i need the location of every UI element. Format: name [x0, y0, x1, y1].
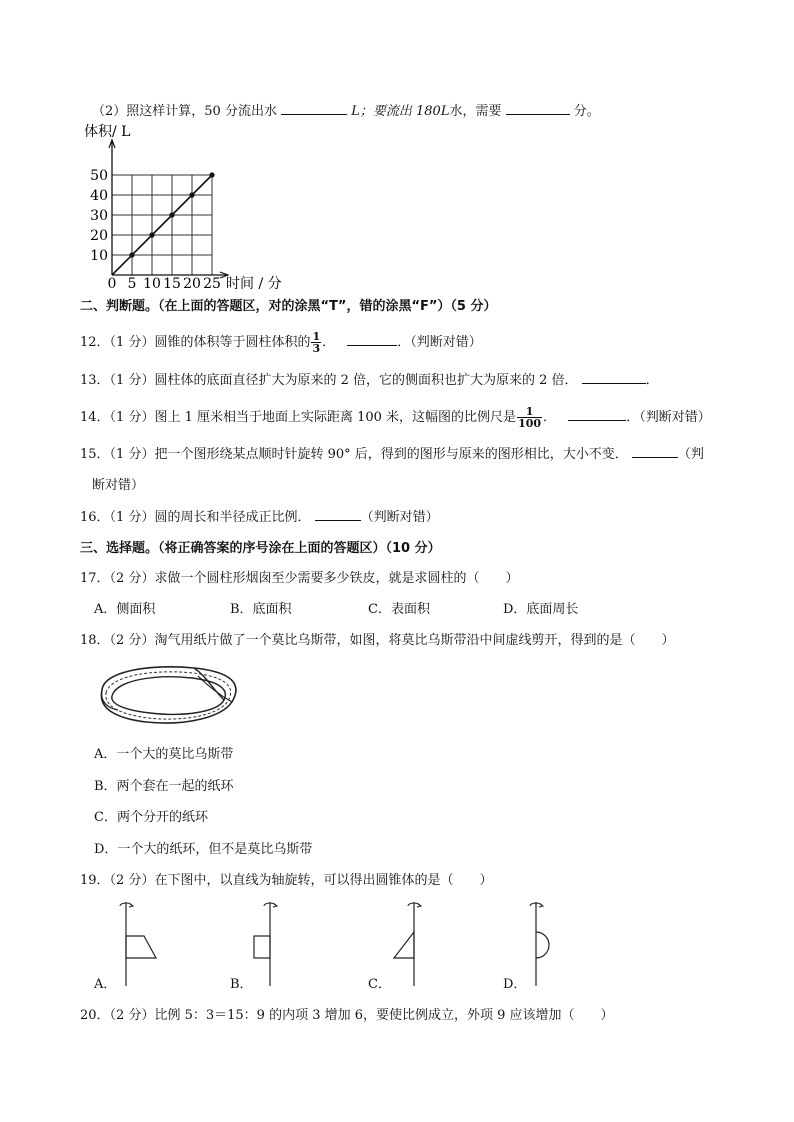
q19-figure-a: [112, 896, 162, 988]
answer-blank[interactable]: [347, 333, 397, 346]
q13-tail: ．: [645, 373, 659, 388]
answer-blank[interactable]: [568, 408, 626, 421]
data-point: [209, 172, 214, 177]
chart-xlabel: 时间 / 分: [226, 276, 282, 292]
y-tick-label: 20: [90, 228, 108, 244]
q13-text: 13．（1 分）圆柱体的底面直径扩大为原来的 2 倍，它的侧面积也扩大为原来的 2 倍．: [80, 373, 578, 388]
q14: [80, 405, 711, 431]
answer-blank[interactable]: [506, 102, 570, 115]
fraction-one-third: [311, 331, 321, 354]
y-tick-label: 40: [90, 188, 108, 204]
frac-num: 1: [517, 406, 542, 418]
chart-ylabel: 体积/ L: [84, 124, 131, 140]
q14-hint: ．（判断对错）: [626, 410, 711, 425]
q12-text: 12．（1 分）圆锥的体积等于圆柱体积的: [80, 335, 311, 350]
q19-figure-b: [246, 896, 296, 988]
q11-unit-a: L；要流出 180: [351, 104, 441, 119]
q19-option-b[interactable]: B．: [230, 977, 253, 992]
q11-part2: [92, 102, 600, 121]
section2-title: 二、判断题。（在上面的答题区，对的涂黑“T”，错的涂黑“F”）（5 分）: [80, 299, 497, 314]
q15-text: 15．（1 分）把一个图形绕某点顺时针旋转 90° 后，得到的图形与原来的图形相比，大小不变．: [80, 447, 628, 462]
q18: 18．（2 分）淘气用纸片做了一个莫比乌斯带，如图，将莫比乌斯带沿中间虚线剪开，得到的是（ ）: [80, 633, 675, 648]
x-tick-label: 15: [163, 276, 181, 292]
q13: [80, 371, 659, 390]
x-tick-label: 20: [183, 276, 201, 292]
frac-den: 3: [312, 342, 321, 355]
x-tick-label: 5: [127, 276, 137, 292]
q11-unit-b: L: [440, 104, 450, 119]
q19-figure-c: [390, 896, 440, 988]
q17: 17．（2 分）求做一个圆柱形烟囱至少需要多少铁皮，就是求圆柱的（ ）: [80, 571, 519, 586]
q19-figure-d: [520, 896, 570, 988]
y-tick-label: 50: [90, 168, 108, 184]
answer-blank[interactable]: [582, 371, 646, 384]
chart-axes: [109, 140, 228, 278]
data-point: [189, 192, 194, 197]
q20: 20．（2 分）比例 5：3＝15：9 的内项 3 增加 6，要使比例成立，外项 9 应该增加（ ）: [80, 1008, 614, 1023]
q17-option-b[interactable]: B．底面积: [230, 602, 292, 617]
x-tick-label: 0: [107, 276, 117, 292]
y-tick-label: 10: [90, 248, 108, 264]
q19-option-a[interactable]: A．: [94, 977, 117, 992]
q19-option-d[interactable]: D．: [503, 977, 527, 992]
q16-hint: （判断对错）: [360, 510, 439, 525]
series-line: [112, 175, 212, 275]
answer-blank[interactable]: [281, 102, 347, 115]
q11-text-b: 水，需要: [449, 104, 502, 119]
data-point: [169, 212, 174, 217]
data-point: [129, 252, 134, 257]
q15-hint-a: （判: [677, 447, 704, 462]
q12-hint: ．（判断对错）: [397, 335, 482, 350]
fraction-one-hundredth: [517, 406, 542, 429]
frac-num: 1: [312, 330, 321, 343]
x-tick-label: 10: [143, 276, 161, 292]
q15-line1: [80, 445, 704, 464]
q12-tail: ．: [322, 335, 336, 350]
mobius-strip-image: [94, 662, 244, 730]
section3-title: 三、选择题。（将正确答案的序号涂在上面的答题区）（10 分）: [80, 541, 441, 556]
q19-option-c[interactable]: C．: [368, 977, 391, 992]
q16: [80, 508, 439, 527]
volume-time-chart: [80, 120, 300, 295]
q18-option-b[interactable]: B．两个套在一起的纸环: [94, 779, 234, 794]
q15-line2: 断对错）: [92, 478, 145, 493]
y-tick-label: 30: [90, 208, 108, 224]
data-point: [149, 232, 154, 237]
answer-blank[interactable]: [632, 445, 678, 458]
answer-blank[interactable]: [315, 508, 361, 521]
q11-text-a: （2）照这样计算，50 分流出水: [92, 104, 277, 119]
q17-option-d[interactable]: D．底面周长: [503, 602, 579, 617]
q18-option-a[interactable]: A．一个大的莫比乌斯带: [94, 747, 234, 762]
frac-den: 100: [518, 417, 542, 430]
q17-option-a[interactable]: A．侧面积: [94, 602, 156, 617]
q18-option-d[interactable]: D．一个大的纸环，但不是莫比乌斯带: [94, 842, 313, 857]
q19: 19．（2 分）在下图中，以直线为轴旋转，可以得出圆锥体的是（ ）: [80, 873, 493, 888]
q16-text: 16．（1 分）圆的周长和半径成正比例．: [80, 510, 311, 525]
q14-text: 14．（1 分）图上 1 厘米相当于地面上实际距离 100 米，这幅图的比例尺是: [80, 410, 517, 425]
q12: [80, 330, 482, 356]
chart-series: [112, 172, 215, 275]
q18-option-c[interactable]: C．两个分开的纸环: [94, 810, 208, 825]
q17-option-c[interactable]: C．表面积: [368, 602, 430, 617]
q11-text-c: 分。: [573, 104, 600, 119]
q14-tail: ．: [543, 410, 557, 425]
x-tick-label: 25: [203, 276, 221, 292]
